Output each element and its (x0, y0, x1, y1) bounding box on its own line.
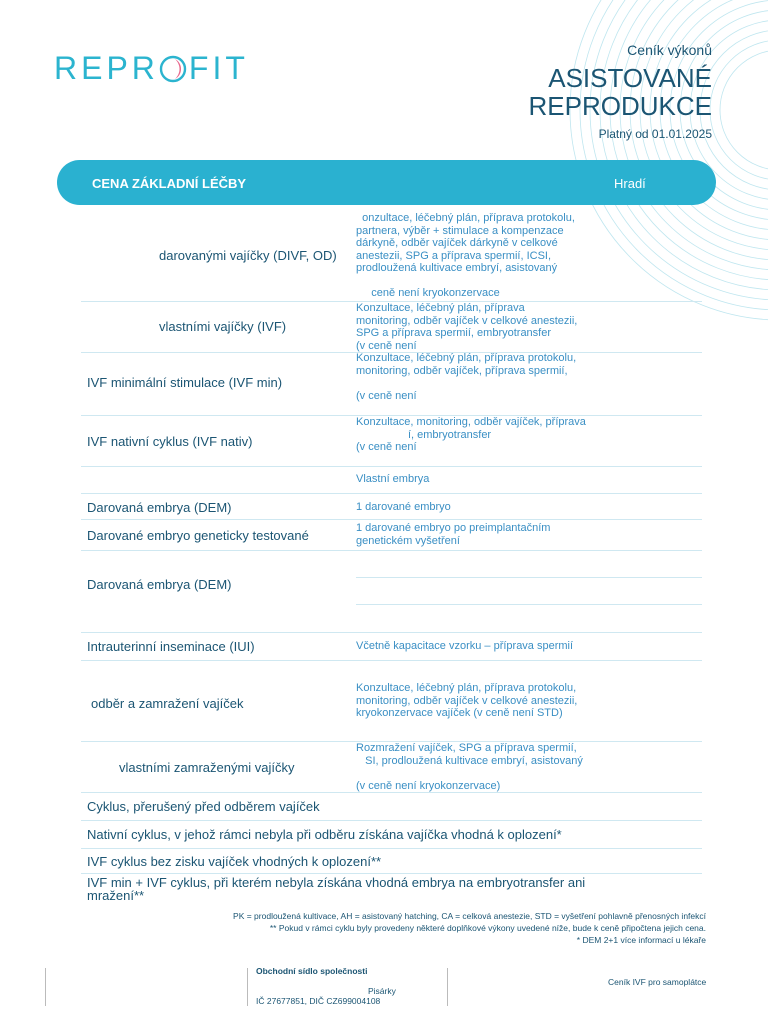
table-header-banner (57, 160, 716, 205)
logo (54, 50, 249, 87)
company-ids: IČ 27677851, DIČ CZ699004108 (256, 996, 381, 1006)
table-row (81, 849, 702, 874)
table-row (81, 633, 702, 661)
title-line-2: REPRODUKCE (528, 91, 712, 121)
table-row (81, 742, 702, 793)
table-row (81, 302, 702, 353)
table-row (81, 793, 702, 821)
valid-from: Platný od 01.01.2025 (598, 127, 712, 141)
document-subtitle: Ceník výkonů (627, 42, 712, 58)
footnotes (233, 910, 706, 946)
row-description: Konzultace, monitoring, odběr vajíček, příprava í, embryotransfer (v ceně není (356, 416, 586, 453)
row-label: Intrauterinní inseminace (IUI) (87, 639, 255, 654)
row-description: Vlastní embrya (356, 473, 430, 485)
footnote: ** Pokud v rámci cyklu byly provedeny některé doplňkové výkony uvedené níže, bude k ceně připočtena jejich cena. (269, 923, 706, 933)
title-line-1: ASISTOVANÉ (548, 63, 712, 93)
company-address: Pisárky (368, 986, 396, 996)
table-row (81, 821, 702, 849)
row-description: Konzultace, léčebný plán, příprava protokolu, monitoring, odběr vajíček, příprava spermií, (v ceně není (356, 352, 577, 402)
logo-text-right: FIT (188, 50, 249, 86)
row-description: Konzultace, léčebný plán, příprava protokolu, monitoring, odběr vajíček v celkové anestezii, kryokonzervace vajíček (v ceně není STD) (356, 682, 578, 719)
row-description: Konzultace, léčebný plán, příprava monitoring, odběr vajíček v celkové anestezii, SPG a příprava spermií, embryotransfer (v ceně není (356, 302, 578, 352)
row-description: Rozmražení vajíček, SPG a příprava spermií, SI, prodloužená kultivace embryí, asistovaný (v ceně není kryokonzervace) (356, 742, 583, 792)
row-label: vlastními zamraženými vajíčky (119, 760, 295, 775)
row-label: Darovaná embrya (DEM) (87, 500, 232, 515)
row-description: 1 darované embryo (356, 501, 451, 513)
table-row (81, 551, 702, 633)
footnote: * DEM 2+1 více informací u lékaře (576, 935, 706, 945)
row-description: onzultace, léčebný plán, příprava protokolu, partnera, výběr + stimulace a kompenzace dárkyně, odběr vajíček dárkyně v celkové anestezii, SPG a příprava spermií, ICSI, prodloužená kultivace embryí, asistovaný ceně není kryokonzervace (356, 212, 575, 299)
row-label: Cyklus, přerušený před odběrem vajíček (87, 799, 320, 814)
table-row (81, 467, 702, 494)
row-label: IVF min + IVF cyklus, při kterém nebyla získána vhodná embrya na embryotransfer ani mražení** (87, 875, 586, 903)
sub-row-divider (356, 604, 702, 605)
row-description: 1 darované embryo po preimplantačním genetickém vyšetření (356, 522, 551, 547)
footer-divider (45, 968, 46, 1006)
row-label: IVF minimální stimulace (IVF min) (87, 375, 283, 390)
table-row (81, 874, 702, 906)
table-row (81, 353, 702, 416)
row-label: IVF cyklus bez zisku vajíček vhodných k oplození** (87, 854, 382, 869)
sub-row-divider (356, 577, 702, 578)
footnote: PK = prodloužená kultivace, AH = asistovaný hatching, CA = celková anestezie, STD = vyšetření pohlavně přenosných infekcí (233, 911, 706, 921)
row-label: odběr a zamražení vajíček (91, 696, 244, 711)
footer-divider (247, 968, 248, 1006)
table-row (81, 416, 702, 467)
row-label: Nativní cyklus, v jehož rámci nebyla při odběru získána vajíčka vhodná k oplození* (87, 827, 562, 842)
table-row (81, 494, 702, 520)
row-label: vlastními vajíčky (IVF) (159, 319, 287, 334)
table-row (81, 210, 702, 302)
company-heading: Obchodní sídlo společnosti (256, 966, 368, 976)
row-description: Včetně kapacitace vzorku – příprava spermií (356, 640, 574, 652)
logo-egg-icon (159, 55, 187, 83)
logo-text-left: REPR (54, 50, 159, 86)
document-title (529, 64, 712, 120)
table-row (81, 661, 702, 742)
footer-divider (447, 968, 448, 1006)
banner-label-right: Hradí (614, 176, 646, 191)
table-row (81, 520, 702, 551)
row-label: Darované embryo geneticky testované (87, 528, 309, 543)
banner-label-left: CENA ZÁKLADNÍ LÉČBY (92, 176, 247, 191)
row-label: Darovaná embrya (DEM) (87, 577, 232, 592)
row-label: IVF nativní cyklus (IVF nativ) (87, 434, 253, 449)
footer-doc-name: Ceník IVF pro samoplátce (608, 977, 707, 987)
row-label: darovanými vajíčky (DIVF, OD) (159, 248, 337, 263)
